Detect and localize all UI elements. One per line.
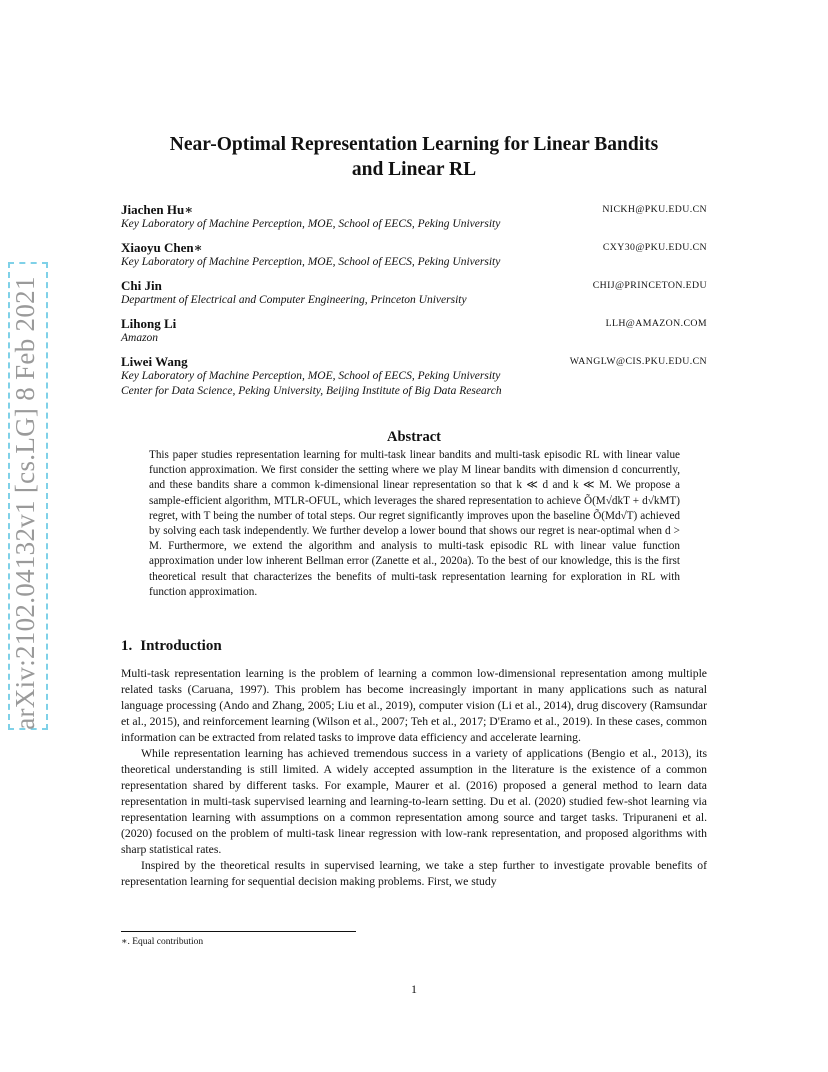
author-name: Chi Jin [121,278,162,293]
section-heading [121,638,230,655]
author-affiliation: Key Laboratory of Machine Perception, MOE, School of EECS, Peking University [121,256,501,268]
abstract-heading: Abstract [387,429,441,445]
author-entry [121,202,707,240]
author-affiliation: Key Laboratory of Machine Perception, MOE, School of EECS, Peking University [121,218,501,230]
author-name: Jiachen Hu∗ [121,202,194,217]
author-entry [121,240,707,278]
author-entry [121,316,707,354]
author-name: Lihong Li [121,316,177,331]
intro-paragraph-1: Multi-task representation learning is the problem of learning a common low-dimensional representation among multiple related tasks (Caruana, 1997). This problem has become increasingly important in many applications such as natural language processing (Ando and Zhang, 2005; Liu et al., 2019), computer vision (Li et al., 2014), drug discovery (Ramsundar et al., 2015), and reinforcement learning (Wilson et al., 2007; Teh et al., 2017; D'Eramo et al., 2019). In these cases, common information can be extracted from related tasks to improve data efficiency and accelerate learning. [121,667,707,744]
arxiv-stamp-text[interactable]: arXiv:2102.04132v1 [cs.LG] 8 Feb 2021 [9,276,40,730]
author-email[interactable]: CHIJ@PRINCETON.EDU [592,280,707,291]
section-title: Introduction [140,638,222,654]
page-number: 1 [411,982,417,996]
footnote: ∗. Equal contribution [121,937,204,947]
affiliation-line-1: Key Laboratory of Machine Perception, MOE, School of EECS, Peking University [121,370,501,382]
title-line-1: Near-Optimal Representation Learning for Linear Bandits [169,134,659,155]
intro-paragraph-3: Inspired by the theoretical results in supervised learning, we take a step further to investigate provable benefits of representation learning for sequential decision making problems. First, we study [121,859,707,888]
author-name: Liwei Wang [121,354,188,369]
arxiv-stamp[interactable] [8,193,42,813]
footnote-rule [121,931,356,932]
section-number: 1. [121,638,133,654]
author-email[interactable]: WANGLW@CIS.PKU.EDU.CN [569,356,707,367]
abstract-body [149,448,680,600]
intro-paragraph-2: While representation learning has achieved tremendous success in a variety of applications (Bengio et al., 2013), its theoretical understanding is still limited. A widely accepted assumption in the literature is the existence of a common representation shared by different tasks. For example, Maurer et al. (2016) proposed a general method to learn data representation in multi-task supervised learning and learning-to-learn setting. Du et al. (2020) studied few-shot learning via representation learning with assumptions on a common representation among source and target tasks. Tripuraneni et al. (2020) focused on the problem of multi-task linear regression with low-rank representation, and proposed algorithms with sharp statistical rates. [121,747,707,856]
author-entry [121,354,707,404]
author-email[interactable]: NICKH@PKU.EDU.CN [602,204,707,215]
author-name: Xiaoyu Chen∗ [121,240,203,255]
title-line-2: and Linear RL [351,159,477,180]
author-entry [121,278,707,316]
author-affiliation: Department of Electrical and Computer Engineering, Princeton University [121,294,467,306]
abstract-text: This paper studies representation learning for multi-task linear bandits and multi-task episodic RL with linear value function approximation. We first consider the setting where we play M linear bandits with dimension d concurrently, and these bandits share a common k-dimensional linear representation so that k ≪ d and k ≪ M. We propose a sample-efficient algorithm, MTLR-OFUL, which leverages the shared representation to achieve Õ(M√dkT + d√kMT) regret, with T being the number of total steps. Our regret significantly improves upon the baseline Õ(Md√T) achieved by solving each task independently. We further develop a lower bound that shows our regret is near-optimal when d > M. Furthermore, we extend the algorithm and analysis to multi-task episodic RL with linear value function approximation under low inherent Bellman error (Zanette et al., 2020a). To the best of our knowledge, this is the first theoretical result that characterizes the benefits of multi-task representation learning for exploration in RL with function approximation. [149,449,680,598]
introduction-body [121,666,707,890]
affiliation-line-2: Center for Data Science, Peking University, Beijing Institute of Big Data Research [121,385,502,397]
author-affiliation [121,369,502,399]
author-email[interactable]: CXY30@PKU.EDU.CN [602,242,707,253]
author-list [121,202,707,404]
author-affiliation: Amazon [121,332,159,344]
author-email[interactable]: LLH@AMAZON.COM [605,318,707,329]
paper-title [110,132,718,182]
